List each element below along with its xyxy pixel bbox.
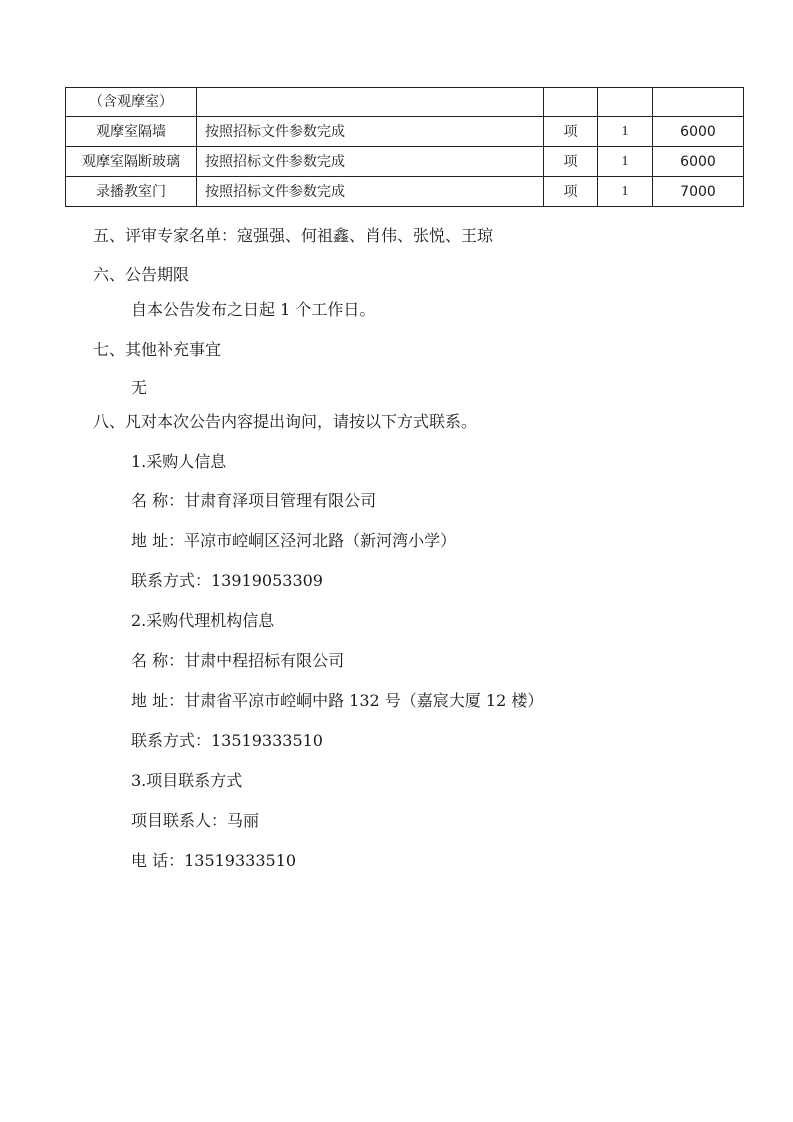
item-amount-cell: 6000: [653, 117, 744, 147]
item-unit-cell: 项: [544, 177, 598, 207]
item-unit-cell: 项: [544, 117, 598, 147]
item-unit-cell: [544, 88, 598, 117]
table-row: [66, 147, 744, 177]
purchaser-heading: 1.采购人信息: [131, 452, 227, 471]
section-6-heading: 六、公告期限: [93, 265, 190, 284]
table-row: [66, 88, 744, 117]
section-8-heading: 八、凡对本次公告内容提出询问，请按以下方式联系。: [93, 412, 478, 431]
agency-address: 地 址：甘肃省平凉市崆峒中路 132 号（嘉宸大厦 12 楼）: [131, 691, 544, 710]
item-qty-cell: [598, 88, 653, 117]
item-name-cell: （含观摩室）: [66, 88, 197, 117]
item-desc-cell: [197, 88, 544, 117]
purchaser-name: 名 称：甘肃育泽项目管理有限公司: [131, 491, 377, 510]
section-7-heading: 七、其他补充事宜: [93, 340, 222, 359]
item-name-cell: 观摩室隔墙: [66, 117, 197, 147]
agency-name: 名 称：甘肃中程招标有限公司: [131, 651, 345, 670]
item-qty-cell: 1: [598, 147, 653, 177]
item-unit-cell: 项: [544, 147, 598, 177]
items-table: [65, 87, 744, 207]
table-row: [66, 117, 744, 147]
purchaser-contact: 联系方式：13919053309: [131, 571, 323, 590]
section-6-body: 自本公告发布之日起 1 个工作日。: [131, 300, 376, 319]
item-qty-cell: 1: [598, 177, 653, 207]
item-qty-cell: 1: [598, 117, 653, 147]
item-name-cell: 录播教室门: [66, 177, 197, 207]
item-amount-cell: [653, 88, 744, 117]
project-contact-heading: 3.项目联系方式: [131, 771, 243, 790]
agency-heading: 2.采购代理机构信息: [131, 611, 275, 630]
agency-contact: 联系方式：13519333510: [131, 731, 323, 750]
section-7-body: 无: [131, 378, 148, 397]
table-row: [66, 177, 744, 207]
item-amount-cell: 7000: [653, 177, 744, 207]
project-contact-person: 项目联系人：马丽: [131, 811, 260, 830]
item-amount-cell: 6000: [653, 147, 744, 177]
section-5-experts: 五、评审专家名单：寇强强、何祖鑫、肖伟、张悦、王琼: [93, 226, 494, 245]
item-name-cell: 观摩室隔断玻璃: [66, 147, 197, 177]
purchaser-address: 地 址：平凉市崆峒区泾河北路（新河湾小学）: [131, 531, 457, 550]
project-contact-phone: 电 话：13519333510: [131, 851, 297, 870]
item-desc-cell: 按照招标文件参数完成: [197, 117, 544, 147]
item-desc-cell: 按照招标文件参数完成: [197, 147, 544, 177]
item-desc-cell: 按照招标文件参数完成: [197, 177, 544, 207]
